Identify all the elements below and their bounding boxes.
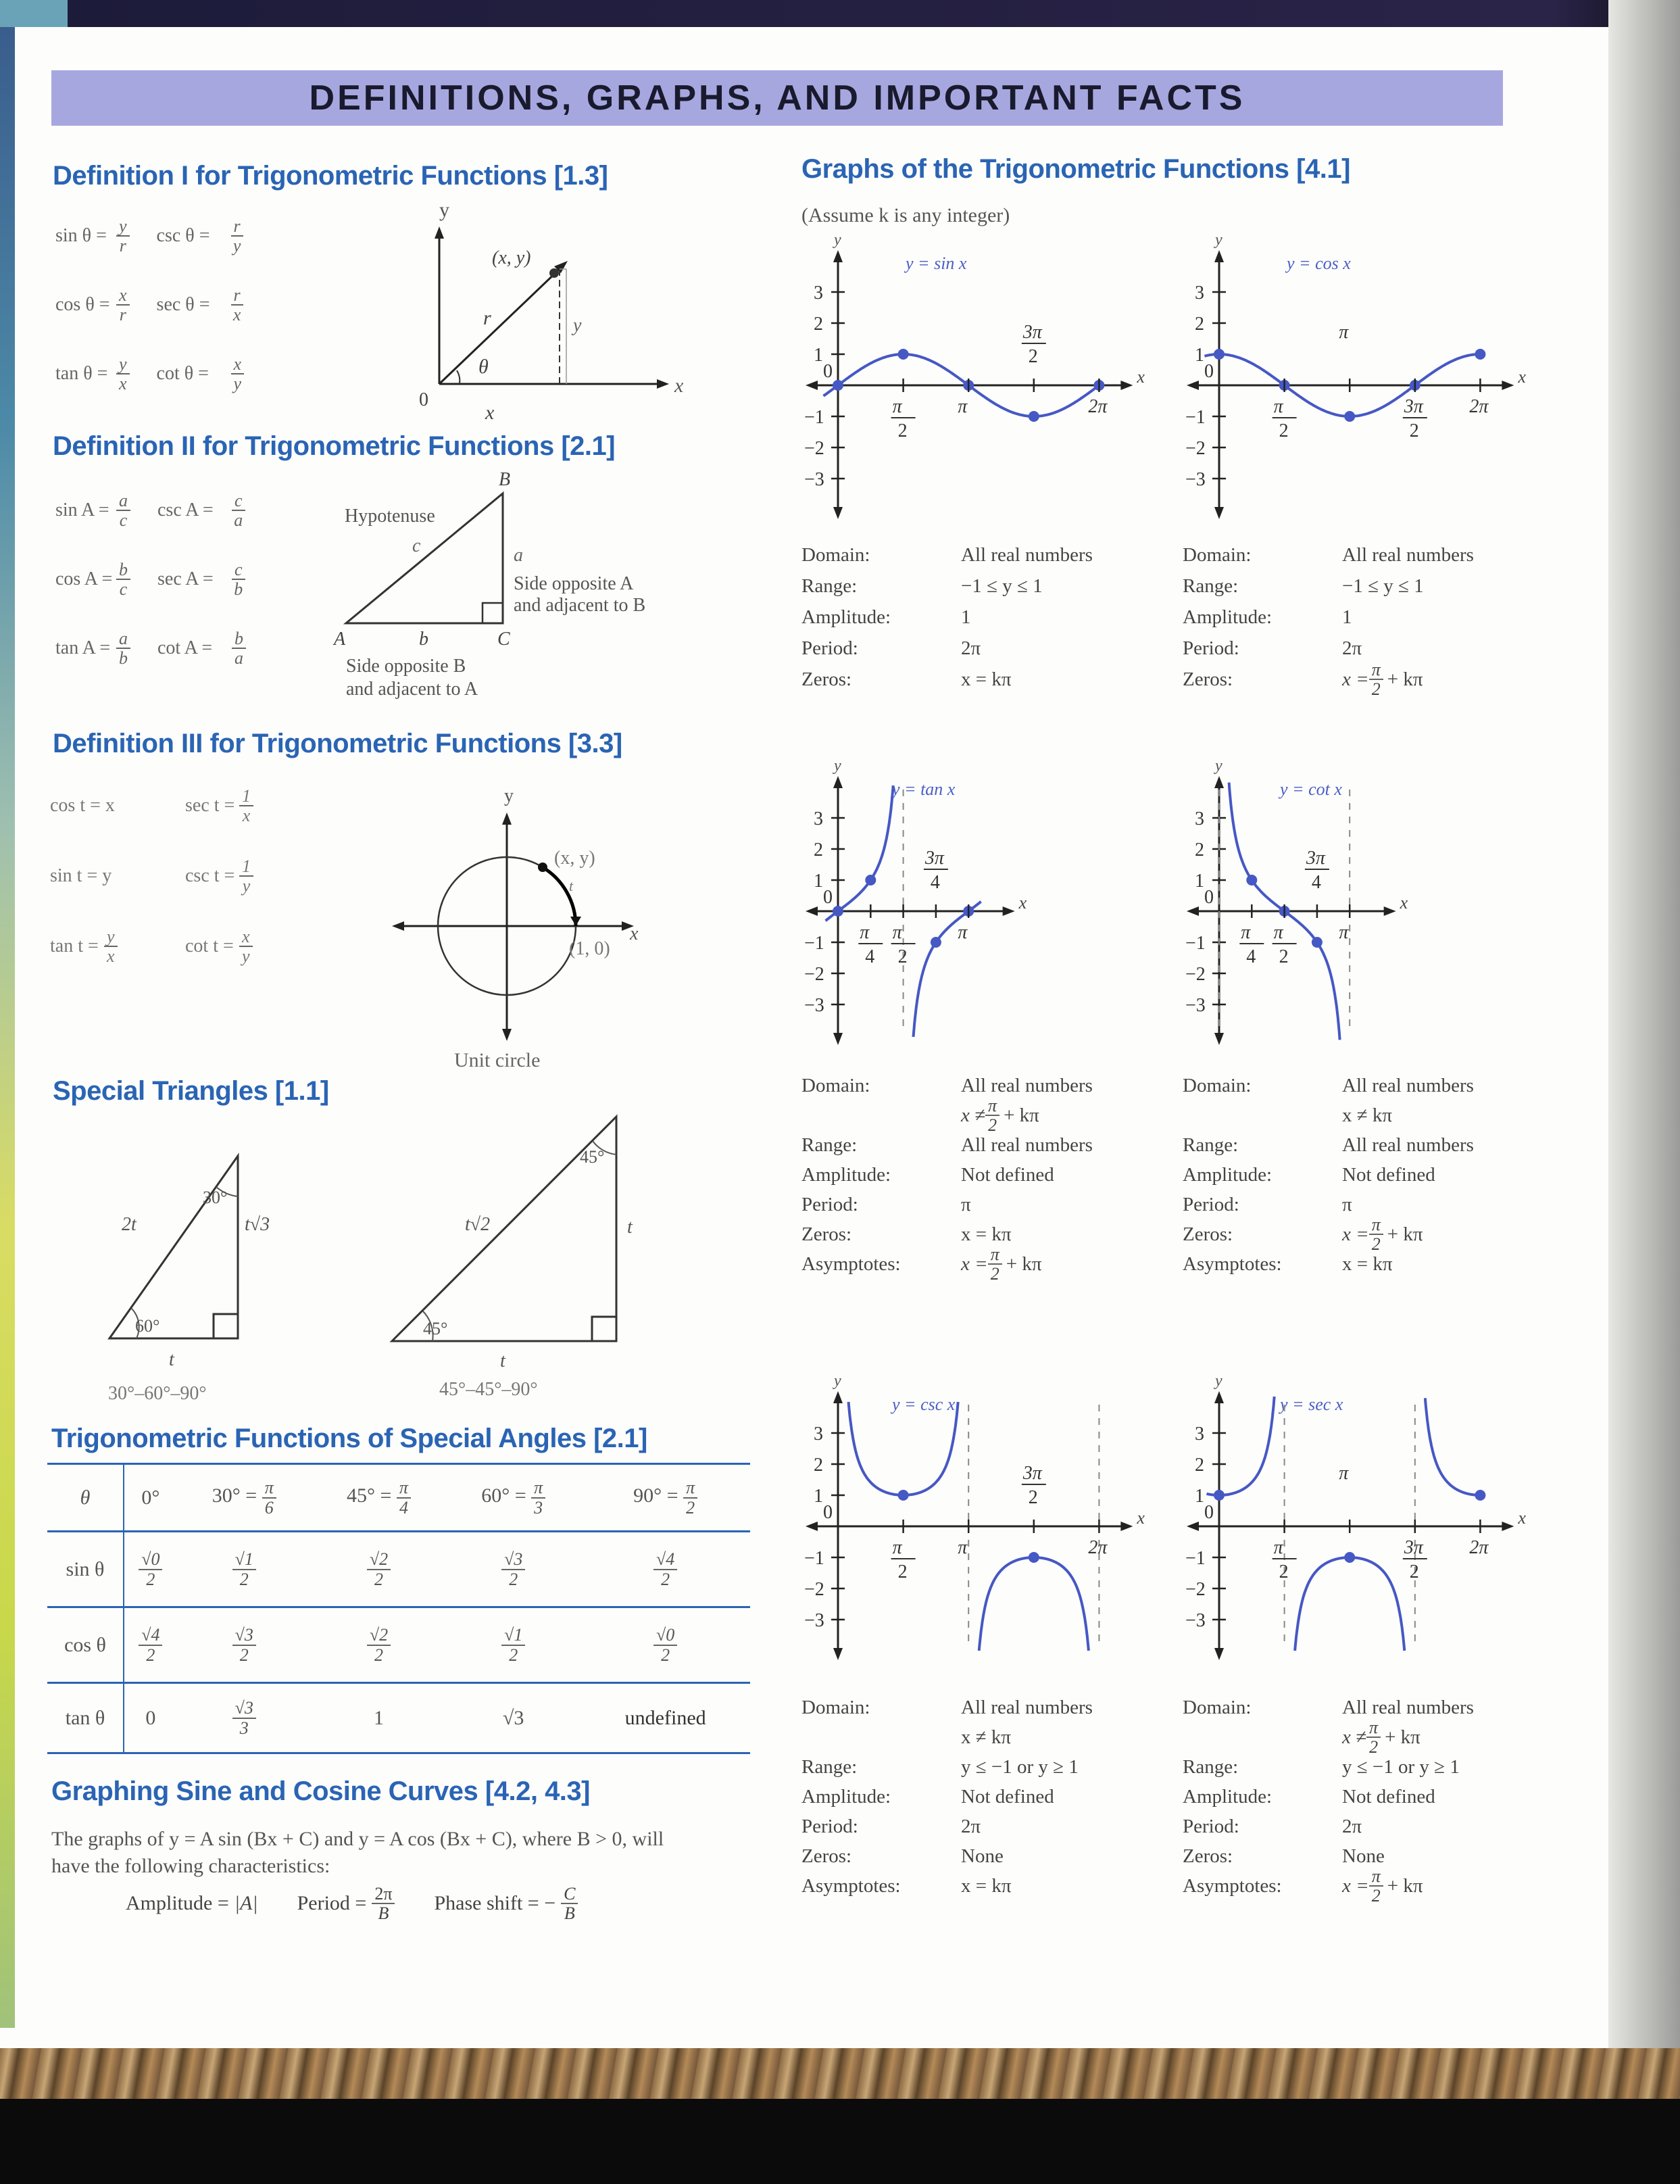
y-tick-label: 3	[814, 808, 823, 829]
bottom-shadow	[0, 2099, 1680, 2184]
label-point: (x, y)	[492, 247, 531, 268]
prop-row: Zeros: x = $\frac{\pi}{2}$ + kπ	[1183, 659, 1423, 699]
amp-label: Amplitude =	[126, 1892, 229, 1915]
y-tick-label: 2	[1195, 1455, 1204, 1476]
curve-label: y = sin x	[906, 253, 967, 273]
sin-props	[801, 539, 1093, 695]
def3-formulas: cos t = x sec t = $\frac{1}{x}$ sin t = y csc t = $\frac{1}{y}$ tan t = $\frac{y}{x}$ cot t = $\frac{x}{y}$	[50, 771, 320, 981]
sec-props	[1183, 1693, 1474, 1906]
prop-row: Zeros: x = kπ	[801, 1223, 1012, 1245]
fraction: $\frac{c}{a}$	[232, 491, 245, 530]
fraction: $\frac{\pi}{2}$	[985, 1096, 999, 1135]
prop-row: Asymptotes: x = $\frac{\pi}{2}$ + kπ	[801, 1244, 1042, 1284]
axis-y-label: y	[834, 1378, 841, 1390]
vertex-B: B	[499, 469, 511, 490]
fraction: $\frac{\pi}{2}$	[1369, 1867, 1383, 1906]
formula-row: cos A = $\frac{b}{c}$ sec A = $\frac{c}{b}$	[55, 545, 312, 614]
y-tick-label: 2	[1195, 840, 1204, 860]
graphs-title: Graphs of the Trigonometric Functions [4.1]	[801, 154, 1350, 184]
special-angles-title: Trigonometric Functions of Special Angles [2.1]	[51, 1424, 647, 1453]
formula-row: tan θ = $\frac{y}{x}$ cot θ = $\frac{x}{y}$	[55, 339, 312, 408]
special-angles-table: θ 0° 30° = $\frac{\pi}{6}$ 45° = $\frac{\pi}{4}$ 60° = $\frac{\pi}{3}$ 90° = $\frac{\pi}{2}$ sin θ $\frac{√0}{2}$ $\frac{√1}{2}$ $\frac{√2}{2}$ $\frac{√3}{2}$ $\frac{√4}{2}$ cos θ $\frac{√4}{2}$ $\frac{√3}{2}$ $\frac{√2}{2}$ $\frac{√1}{2}$ $\frac{√0}{2}$ tan θ 0 $\frac{√3}{3}$ 1 √3 undefined	[47, 1463, 750, 1754]
fraction: $\frac{\pi}{2}$	[988, 1245, 1002, 1284]
prop-row: Zeros: None	[801, 1845, 1004, 1867]
axis-x-label: x	[1137, 1508, 1145, 1528]
uc-y: y	[504, 785, 514, 806]
label-origin: 0	[419, 389, 428, 410]
y-tick-label: −1	[804, 933, 824, 954]
formula-row: tan A = $\frac{a}{b}$ cot A = $\frac{b}{a}$	[55, 614, 312, 683]
prop-row: Asymptotes: x = $\frac{\pi}{2}$ + kπ	[1183, 1866, 1423, 1906]
y-tick-label: 3	[1195, 283, 1204, 304]
vertex-C: C	[497, 629, 510, 650]
curve-path	[849, 1402, 958, 1495]
assume-note: (Assume k is any integer)	[801, 204, 1010, 226]
x-tick-label: π	[892, 1537, 902, 1558]
y-tick-label: −2	[804, 964, 824, 985]
fraction: $\frac{\pi}{3}$	[531, 1478, 545, 1517]
prop-row: Period: 2π	[1183, 637, 1362, 659]
origin-label: 0	[1204, 361, 1214, 382]
x-arrow	[657, 379, 669, 389]
fraction: $\frac{x}{y}$	[231, 355, 245, 393]
curve-path	[914, 902, 981, 1037]
axis-x-label: x	[1400, 893, 1408, 913]
def1-title: Definition I for Trigonometric Functions [1.3]	[53, 161, 608, 191]
axis-x-label: x	[1018, 893, 1027, 913]
x-tick-den: 2	[1028, 346, 1038, 367]
prop-row: Range: −1 ≤ y ≤ 1	[801, 575, 1043, 597]
y-tick-label: 2	[1195, 314, 1204, 335]
x-tick-den: 2	[897, 420, 908, 441]
y-tick-label: 3	[814, 1424, 823, 1445]
axis-y-label: y	[1215, 1378, 1222, 1390]
origin-label: 0	[823, 361, 833, 382]
curve-label: y = sec x	[1280, 1394, 1343, 1414]
point	[549, 268, 559, 278]
x-tick-label: 2π	[1469, 1537, 1489, 1558]
x-tick-den: 2	[1409, 1561, 1419, 1582]
graph-csc	[797, 1378, 1176, 1661]
y-tick-label: −3	[1185, 995, 1206, 1016]
prop-row: Domain: All real numbers	[1183, 543, 1474, 566]
cos-props	[1183, 539, 1474, 699]
fraction: $\frac{\pi}{2}$	[683, 1478, 697, 1517]
prop-row: Range: All real numbers	[1183, 1134, 1474, 1156]
y-tick-label: −3	[1185, 469, 1206, 490]
curve-label: y = cot x	[1280, 779, 1342, 799]
curve-path	[979, 1557, 1089, 1651]
tri2-hyp: t√2	[465, 1214, 491, 1235]
prop-row: Range: y ≤ −1 or y ≥ 1	[1183, 1755, 1460, 1778]
period-frac: $\frac{2\pi}{B}$	[372, 1885, 395, 1923]
fraction: $\frac{\pi}{2}$	[1369, 660, 1383, 699]
fraction: $\frac{b}{a}$	[232, 629, 246, 668]
data-point	[898, 1490, 909, 1501]
tri2-side: t	[627, 1217, 633, 1238]
hyp-label: Hypotenuse	[345, 506, 435, 527]
opp-label-2: and adjacent to B	[514, 595, 646, 616]
cot-props	[1183, 1071, 1474, 1279]
phase-frac: $\frac{C}{B}$	[561, 1885, 578, 1923]
origin-label: 0	[823, 887, 833, 908]
prop-row: Period: π	[801, 1193, 971, 1215]
fraction: $\frac{a}{b}$	[116, 629, 130, 668]
y-tick-label: −1	[1185, 407, 1206, 428]
fraction: $\frac{√2}{2}$	[367, 1626, 391, 1664]
special-title: Special Triangles [1.1]	[53, 1076, 329, 1106]
y-tick-label: −1	[804, 1548, 824, 1569]
y-tick-label: 3	[1195, 808, 1204, 829]
prop-row: Domain: All real numbers	[1183, 1696, 1474, 1718]
prop-row: Zeros: x = $\frac{\pi}{2}$ + kπ	[1183, 1214, 1423, 1254]
y-tick-label: 1	[1195, 345, 1204, 366]
prop-row: Amplitude: Not defined	[801, 1785, 1054, 1807]
x-tick-den: 2	[897, 1561, 908, 1582]
x-tick-label: 2π	[1088, 396, 1108, 417]
fraction: $\frac{√4}{2}$	[653, 1550, 677, 1588]
prop-row: Range: All real numbers	[801, 1134, 1093, 1156]
prop-row: x ≠ kπ	[1342, 1104, 1393, 1126]
axis-y-label: y	[1215, 237, 1222, 249]
radius-line	[439, 269, 560, 384]
prop-row: Asymptotes: x = kπ	[801, 1874, 1012, 1897]
x-tick-den: 4	[930, 872, 940, 893]
graph-cot	[1179, 762, 1557, 1046]
y-tick-label: 1	[814, 1486, 823, 1507]
amp-value: |A|	[234, 1892, 258, 1915]
axis-y-label: y	[834, 762, 841, 775]
curve-label: y = cos x	[1287, 253, 1351, 273]
x-tick-label: π	[1241, 922, 1251, 943]
x-tick-den: 2	[1279, 420, 1289, 441]
y-tick-label: −3	[1185, 1610, 1206, 1631]
fraction: $\frac{a}{c}$	[116, 491, 130, 530]
fraction: $\frac{b}{c}$	[116, 560, 130, 599]
label-theta: θ	[478, 356, 489, 378]
formula-row: sin A = $\frac{a}{c}$ csc A = $\frac{c}{a}$	[55, 476, 312, 545]
x-tick-label: π	[958, 922, 968, 943]
def1-diagram	[392, 196, 696, 426]
data-point	[833, 906, 843, 917]
uc-one: (1, 0)	[569, 938, 610, 959]
prop-row: x ≠ $\frac{\pi}{2}$ + kπ	[961, 1095, 1039, 1135]
prop-row: Domain: All real numbers	[801, 543, 1093, 566]
y-tick-label: 1	[814, 345, 823, 366]
adj-label-1: Side opposite B	[346, 656, 466, 677]
uc-x: x	[630, 923, 639, 944]
data-point	[865, 875, 876, 885]
prop-row: Domain: All real numbers	[801, 1074, 1093, 1096]
graphing-text-2: have the following characteristics:	[51, 1855, 330, 1877]
prop-row: x ≠ kπ	[961, 1726, 1012, 1748]
side-c: c	[412, 535, 421, 556]
data-point	[1214, 1490, 1225, 1501]
graph-cos	[1179, 237, 1557, 520]
x-tick-label: π	[1273, 1537, 1283, 1558]
side-a: a	[514, 545, 523, 566]
y-tick-label: 1	[814, 871, 823, 892]
y-tick-label: 1	[1195, 871, 1204, 892]
csc-props	[801, 1693, 1093, 1901]
y-tick-label: −1	[804, 407, 824, 428]
fraction: $\frac{√1}{2}$	[232, 1550, 256, 1588]
prop-row: Zeros: x = kπ	[801, 668, 1012, 690]
y-tick-label: −2	[1185, 438, 1206, 459]
axis-x-label: x	[1518, 1508, 1526, 1528]
x-tick-label: 3π	[1022, 322, 1042, 343]
data-point	[1246, 875, 1257, 885]
x-tick-label: 2π	[1088, 1537, 1108, 1558]
side-b: b	[419, 629, 428, 650]
curve-label: y = csc x	[892, 1394, 956, 1414]
x-tick-den: 2	[897, 946, 908, 967]
special-triangles	[95, 1109, 635, 1406]
y-tick-label: −1	[1185, 933, 1206, 954]
page-edge	[1608, 0, 1680, 2184]
curve-path	[1207, 1397, 1275, 1495]
fraction: $\frac{1}{x}$	[239, 787, 253, 825]
axis-x-label: x	[1518, 367, 1526, 387]
period-label: Period =	[297, 1892, 367, 1915]
left-color-strip	[0, 27, 15, 2028]
label-side-x: x	[485, 402, 495, 424]
x-tick-label: π	[892, 396, 902, 417]
fraction: $\frac{√3}{2}$	[501, 1550, 525, 1588]
x-tick-label: 3π	[1022, 1463, 1042, 1484]
y-tick-label: 1	[1195, 1486, 1204, 1507]
curve-path	[1425, 1398, 1481, 1495]
fraction: $\frac{√3}{3}$	[232, 1699, 256, 1737]
x-tick-label: 3π	[924, 848, 944, 869]
fraction: $\frac{r}{y}$	[231, 217, 243, 256]
prop-row: Amplitude: 1	[1183, 606, 1352, 628]
tri1-side: t√3	[245, 1214, 270, 1235]
y-tick-label: −2	[1185, 964, 1206, 985]
x-tick-den: 2	[1279, 946, 1289, 967]
fraction: $\frac{√0}{2}$	[653, 1626, 677, 1664]
tri1-30: 30°	[203, 1188, 228, 1207]
label-x: x	[674, 374, 684, 397]
data-point	[931, 937, 941, 948]
prop-row: Amplitude: Not defined	[1183, 1785, 1435, 1807]
origin-label: 0	[1204, 887, 1214, 908]
fraction: $\frac{1}{y}$	[239, 857, 253, 896]
prop-row: Range: −1 ≤ y ≤ 1	[1183, 575, 1424, 597]
theta-arc	[457, 370, 460, 384]
tri1-hyp: 2t	[122, 1214, 137, 1235]
opp-label-1: Side opposite A	[514, 573, 634, 594]
fraction: $\frac{√1}{2}$	[501, 1626, 525, 1664]
fraction: $\frac{\pi}{4}$	[397, 1478, 411, 1517]
prop-row: Period: π	[1183, 1193, 1352, 1215]
axis-y-label: y	[834, 237, 841, 249]
label-y: y	[439, 199, 449, 221]
def2-title: Definition II for Trigonometric Functions [2.1]	[53, 431, 616, 461]
x-tick-den: 2	[1279, 1561, 1289, 1582]
origin-label: 0	[823, 1502, 833, 1523]
point-xy	[538, 863, 547, 872]
fraction: $\frac{y}{r}$	[116, 217, 130, 256]
prop-row: x ≠ $\frac{\pi}{2}$ + kπ	[1342, 1717, 1420, 1757]
x-tick-label: 2π	[1469, 396, 1489, 417]
label-r: r	[483, 307, 491, 329]
axis-x-label: x	[1137, 367, 1145, 387]
data-point	[1344, 1552, 1355, 1563]
y-tick-label: 3	[1195, 1424, 1204, 1445]
x-tick-den: 4	[865, 946, 875, 967]
data-point	[1312, 937, 1323, 948]
fraction: $\frac{√2}{2}$	[367, 1550, 391, 1588]
tri-30-60-90	[109, 1156, 238, 1338]
prop-row: Period: 2π	[801, 637, 981, 659]
fraction: $\frac{\pi}{2}$	[1366, 1718, 1381, 1757]
uc-t: t	[569, 877, 574, 894]
data-point	[833, 380, 843, 391]
prop-row: Zeros: None	[1183, 1845, 1385, 1867]
tri2-caption: 45°–45°–90°	[439, 1379, 538, 1400]
x-tick-label: 3π	[1404, 396, 1423, 417]
x-tick-den: 2	[1028, 1487, 1038, 1508]
unit-circle-diagram	[378, 777, 662, 1082]
fraction: $\frac{y}{x}$	[116, 355, 130, 393]
prop-row: Domain: All real numbers	[1183, 1074, 1474, 1096]
data-point	[1029, 1552, 1039, 1563]
axis-y-label: y	[1215, 762, 1222, 775]
tri2-45: 45°	[423, 1319, 448, 1338]
prop-row: Range: y ≤ −1 or y ≥ 1	[801, 1755, 1079, 1778]
graph-tan	[797, 762, 1176, 1046]
x-tick-label: π	[1339, 922, 1349, 943]
fraction: $\frac{r}{x}$	[231, 286, 243, 324]
label-side-y: y	[573, 315, 582, 336]
prop-row: Period: 2π	[1183, 1815, 1362, 1837]
fraction: $\frac{c}{b}$	[232, 560, 245, 599]
x-tick-label: π	[958, 396, 968, 417]
adj-label-2: and adjacent to A	[346, 679, 478, 700]
x-tick-label: π	[958, 1537, 968, 1558]
bottom-texture	[0, 2048, 1680, 2099]
tan-props	[801, 1071, 1093, 1284]
tri1-base: t	[169, 1349, 174, 1370]
data-point	[1475, 1490, 1485, 1501]
tri2-base: t	[500, 1351, 505, 1372]
x-tick-label: π	[1339, 322, 1349, 343]
x-tick-label: π	[892, 922, 902, 943]
x-tick-label: 3π	[1404, 1537, 1423, 1558]
x-tick-label: π	[860, 922, 870, 943]
x-tick-den: 2	[1409, 420, 1419, 441]
x-tick-label: π	[1273, 396, 1283, 417]
formula-row: cos θ = $\frac{x}{r}$ sec θ = $\frac{r}{x}$	[55, 270, 312, 339]
prop-row: Amplitude: 1	[801, 606, 971, 628]
curve-path	[826, 785, 893, 921]
curve-path	[1295, 1557, 1404, 1651]
graphing-title: Graphing Sine and Cosine Curves [4.2, 4.3]	[51, 1776, 590, 1806]
def2-formulas	[55, 476, 312, 683]
y-tick-label: −3	[804, 1610, 824, 1631]
y-tick-label: 2	[814, 840, 823, 860]
tri2-45top: 45°	[580, 1147, 605, 1167]
curve-label: y = tan x	[892, 779, 956, 799]
fraction: $\frac{x}{y}$	[239, 927, 253, 966]
graph-sin	[797, 237, 1176, 520]
data-point	[1475, 349, 1485, 360]
y-tick-label: −3	[804, 995, 824, 1016]
tri1-caption: 30°–60°–90°	[108, 1383, 207, 1404]
y-tick-label: 3	[814, 283, 823, 304]
prop-row: Domain: All real numbers	[801, 1696, 1093, 1718]
def1-formulas	[55, 201, 312, 408]
uc-pt: (x, y)	[554, 848, 595, 869]
formula-row: sin θ = $\frac{y}{r}$ csc θ = $\frac{r}{y}$	[55, 201, 312, 270]
data-point	[1214, 349, 1225, 360]
graph-sec	[1179, 1378, 1557, 1661]
tri1-60: 60°	[135, 1316, 160, 1336]
def2-diagram	[318, 466, 696, 723]
prop-row: Period: 2π	[801, 1815, 981, 1837]
fraction: $\frac{√0}{2}$	[139, 1550, 162, 1588]
y-tick-label: 2	[814, 1455, 823, 1476]
y-arrow	[435, 226, 444, 239]
data-point	[898, 349, 909, 360]
def3-title: Definition III for Trigonometric Functions [3.3]	[53, 729, 622, 758]
y-tick-label: −2	[804, 1579, 824, 1600]
y-tick-label: −2	[1185, 1579, 1206, 1600]
x-tick-label: 3π	[1306, 848, 1325, 869]
banner-title: DEFINITIONS, GRAPHS, AND IMPORTANT FACTS	[51, 70, 1503, 126]
fraction: $\frac{√4}{2}$	[139, 1626, 162, 1664]
fraction: $\frac{x}{r}$	[116, 286, 130, 324]
x-tick-label: π	[1273, 922, 1283, 943]
prop-row: Amplitude: Not defined	[801, 1163, 1054, 1186]
data-point	[1029, 411, 1039, 422]
origin-label: 0	[1204, 1502, 1214, 1523]
prop-row: Asymptotes: x = kπ	[1183, 1253, 1393, 1275]
fraction: $\frac{y}{x}$	[104, 927, 118, 966]
phase-label: Phase shift = −	[434, 1892, 556, 1915]
graphing-text-1: The graphs of y = A sin (Bx + C) and y = A cos (Bx + C), where B > 0, will	[51, 1828, 664, 1850]
data-point	[1344, 411, 1355, 422]
fraction: $\frac{\pi}{6}$	[262, 1478, 276, 1517]
x-tick-den: 4	[1311, 872, 1321, 893]
fraction: $\frac{\pi}{2}$	[1369, 1215, 1383, 1254]
x-tick-label: π	[1339, 1463, 1349, 1484]
prop-row: Amplitude: Not defined	[1183, 1163, 1435, 1186]
vertex-A: A	[334, 629, 346, 650]
fraction: $\frac{√3}{2}$	[232, 1626, 256, 1664]
y-tick-label: −3	[804, 469, 824, 490]
y-tick-label: −1	[1185, 1548, 1206, 1569]
x-tick-den: 4	[1246, 946, 1256, 967]
y-tick-label: −2	[804, 438, 824, 459]
y-tick-label: 2	[814, 314, 823, 335]
graphing-formulas	[126, 1885, 578, 1923]
uc-caption: Unit circle	[454, 1049, 541, 1071]
top-edge	[0, 0, 1680, 27]
